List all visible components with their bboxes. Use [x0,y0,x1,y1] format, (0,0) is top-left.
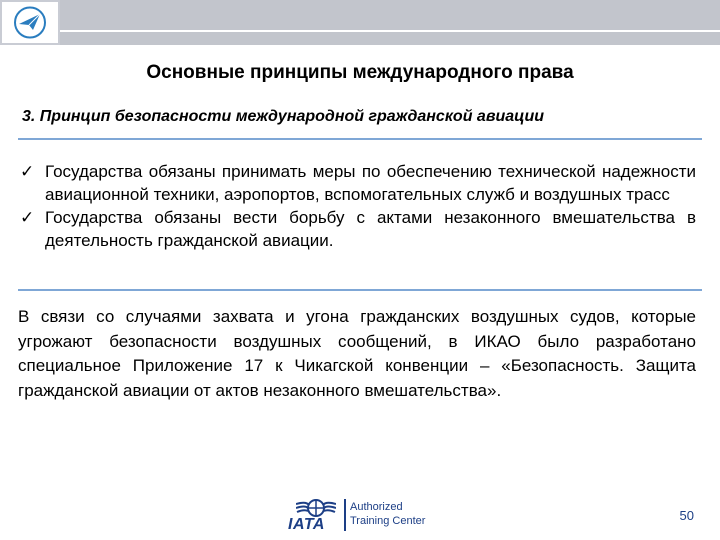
logo-separator [344,499,346,531]
divider-middle [18,289,702,291]
body-paragraph: В связи со случаями захвата и угона гражданских воздушных судов, которые угрожают безопасности воздушных сообщений, в ИКАО было разработано специальное Приложение 17 к Чикагской конвенции – «Безопасность. Защита гражданской авиации от актов незаконного вмешательства». [18,307,696,400]
training-center-label [350,500,425,528]
iata-logo [288,495,438,535]
check-icon: ✓ [20,162,35,181]
page-title: Основные принципы международного права [146,62,574,83]
corner-logo [0,0,60,45]
list-item-text: Государства обязаны вести борьбу с актами незаконного вмешательства в деятельность гражданской авиации. [45,208,696,250]
page-number: 50 [679,508,694,523]
list-item [18,206,696,252]
atc-line-2: Training Center [350,515,426,527]
section-subtitle: 3. Принцип безопасности международной гражданской авиации [22,108,545,125]
header-divider [60,30,720,32]
atc-line-1: Authorized [350,501,403,513]
list-item [18,160,696,206]
check-list [18,160,696,252]
list-item-text: Государства обязаны принимать меры по обеспечению технической надежности авиационной техники, аэропортов, вспомогательных служб и воздушных трасс [45,162,696,204]
divider-top [18,138,702,140]
check-icon: ✓ [20,208,35,227]
paper-plane-circle-icon [2,2,58,43]
iata-globe-icon [296,495,336,517]
header-bar [60,0,720,45]
iata-wordmark: IATA [288,516,325,533]
